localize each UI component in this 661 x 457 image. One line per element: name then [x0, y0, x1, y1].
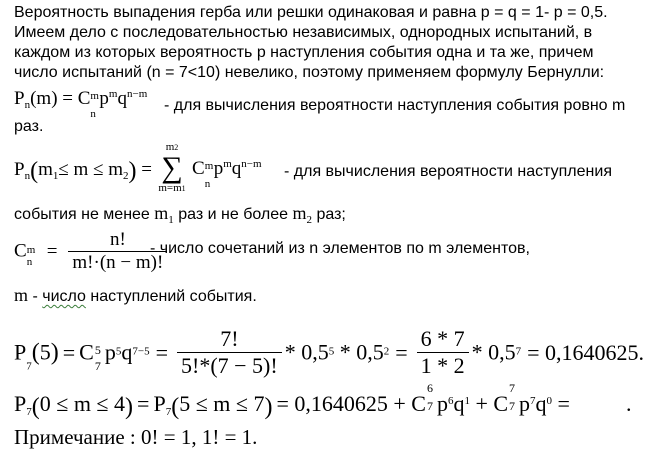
range-formula-lhs: $P_n(m_1\le m \le m_2)$ =	[14, 158, 152, 184]
text-line-4: число испытаний (n = 7<10) невелико, поэтому применяем формулу Бернулли:	[14, 64, 605, 81]
sigma-icon: ∑	[161, 151, 183, 184]
text-line-1: Вероятность выпадения герба или решки одинаковая и равна p = q = 1- p = 0,5.	[14, 4, 608, 21]
bernoulli-description-cont: раз.	[14, 118, 44, 135]
calculation-2: $P_7(0 \le m \le 4) = P_7(5 \le m \le 7) = 0,1640625 + C$ 6 7 $p^6q^1 + C$ 7 7 $p^7q^0$ = .	[14, 381, 632, 420]
bernoulli-formula: $P_n(m) = C$ m n $p^mq^{n-m}$	[14, 88, 148, 120]
text-line-2: Имеем дело с последовательностью независимых, однородных испытаний, в	[14, 24, 593, 41]
range-formula-description: - для вычисления вероятности наступления	[284, 163, 612, 180]
combination-description: - число сочетаний из n элементов по m элементов,	[150, 240, 530, 257]
range-text: события не менее $m_1$ раз и не более $m_2$ раз;	[14, 203, 346, 226]
bernoulli-description: - для вычисления вероятности наступления события ровно m	[164, 97, 626, 114]
m-note: m - число наступлений события.	[14, 285, 257, 305]
combination-formula: C m n = $\frac{n!}{m!\cdot(n - m)!}$	[14, 229, 170, 274]
text-line-3: каждом из которых вероятность p наступления события одна и та же, причем	[14, 44, 594, 61]
calculation-1: $P_7(5) = C$ 5 7 $p^5q^{7-5}$ = $\frac{7!}{5!*(7 - 5)!}$ * $0,5^5 * 0,5^2$ = $\frac{6 * 7}{1 * 2}$ * $0,5^7 = 0,1640625$.	[14, 326, 645, 378]
note: Примечание : 0! = 1, 1! = 1.	[14, 425, 258, 449]
range-formula-term: C m n $p^mq^{n-m}$	[192, 158, 262, 190]
summation: m2 ∑ m=m1	[152, 142, 192, 194]
